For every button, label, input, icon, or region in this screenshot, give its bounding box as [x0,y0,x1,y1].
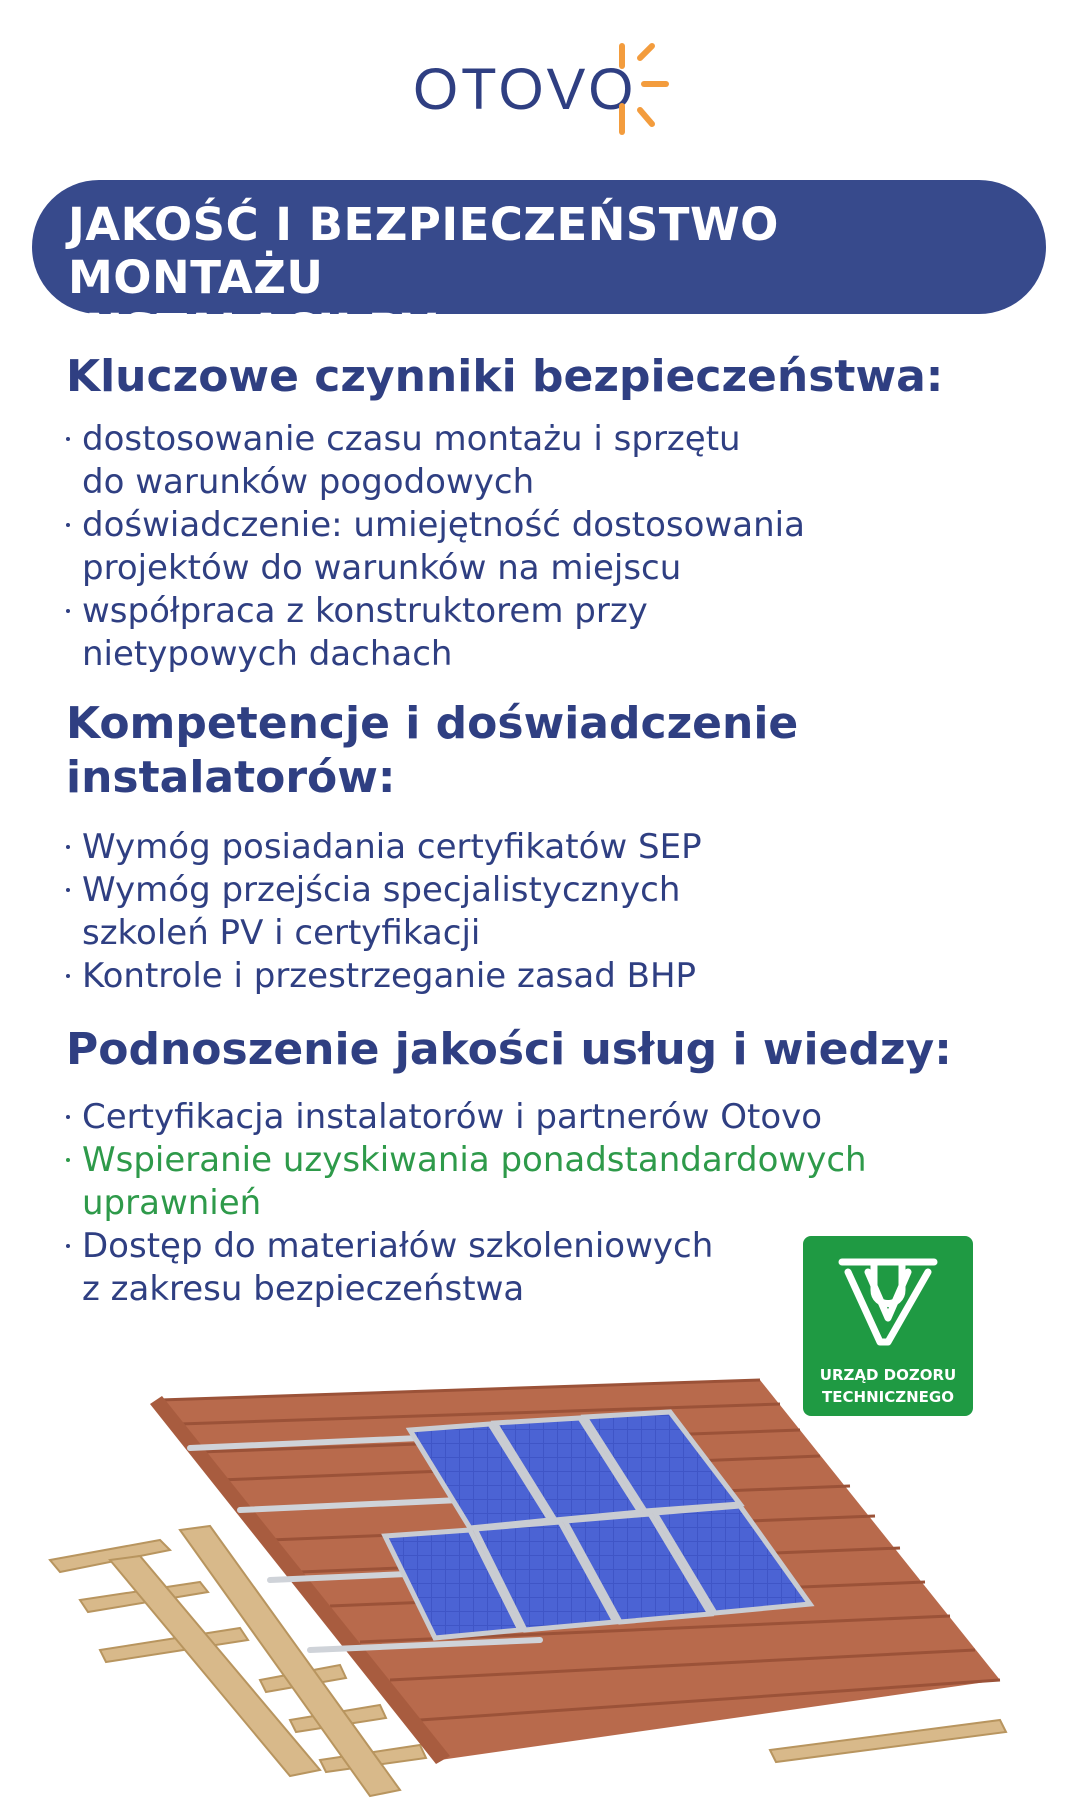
banner-title-line-2: INSTALACJI PV [68,304,437,357]
list-item [62,955,702,998]
quality-knowledge-list [62,1096,867,1311]
section-title-line: Podnoszenie jakości usług i wiedzy: [66,1024,952,1075]
list-item [62,869,702,955]
list-item-line: współpraca z konstruktorem przy [82,591,648,631]
list-item-line: Kontrole i przestrzeganie zasad BHP [82,956,697,996]
list-item [62,418,805,504]
list-item-line: Wymóg posiadania certyfikatów SEP [82,827,702,867]
list-item-line: dostosowanie czasu montażu i sprzętu [82,419,741,459]
udt-text-line-2: TECHNICZNEGO [822,1388,954,1406]
list-item [62,1225,867,1311]
solar-roof-illustration [40,1360,1040,1800]
list-item [62,504,805,590]
section-title-safety-factors [66,350,943,404]
sun-rays-icon [600,40,670,136]
list-item-line: z zakresu bezpieczeństwa [82,1269,525,1309]
list-item-highlighted [62,1139,867,1225]
list-item-line: projektów do warunków na miejscu [82,548,682,588]
list-item-line: uprawnień [82,1183,262,1223]
header-banner [32,180,1046,357]
otovo-logo [0,38,1080,138]
list-item-line: Dostęp do materiałów szkoleniowych [82,1226,714,1266]
list-item-line: doświadczenie: umiejętność dostosowania [82,505,805,545]
udt-logo-icon [838,1256,938,1352]
list-item-line: nietypowych dachach [82,634,453,674]
banner-title-line-1: JAKOŚĆ I BEZPIECZEŃSTWO MONTAŻU [68,198,779,304]
list-item [62,1096,867,1139]
list-item [62,590,805,676]
logo-wordmark: OTOVO [413,57,637,122]
safety-factors-list [62,418,805,676]
section-title-line: instalatorów: [66,752,396,803]
installer-competence-list [62,826,702,998]
list-item-line: Wymóg przejścia specjalistycznych [82,870,681,910]
list-item-line: Certyfikacja instalatorów i partnerów Otovo [82,1097,823,1137]
list-item [62,826,702,869]
udt-text-line-1: URZĄD DOZORU [819,1366,957,1384]
list-item-line: szkoleń PV i certyfikacji [82,913,481,953]
section-title-quality-knowledge [66,1023,952,1077]
section-title-installer-competence [66,697,798,805]
list-item-line: do warunków pogodowych [82,462,535,502]
section-title-line: Kompetencje i doświadczenie [66,698,799,749]
list-item-line: Wspieranie uzyskiwania ponadstandardowych [82,1140,867,1180]
section-title-line: Kluczowe czynniki bezpieczeństwa: [66,351,944,402]
